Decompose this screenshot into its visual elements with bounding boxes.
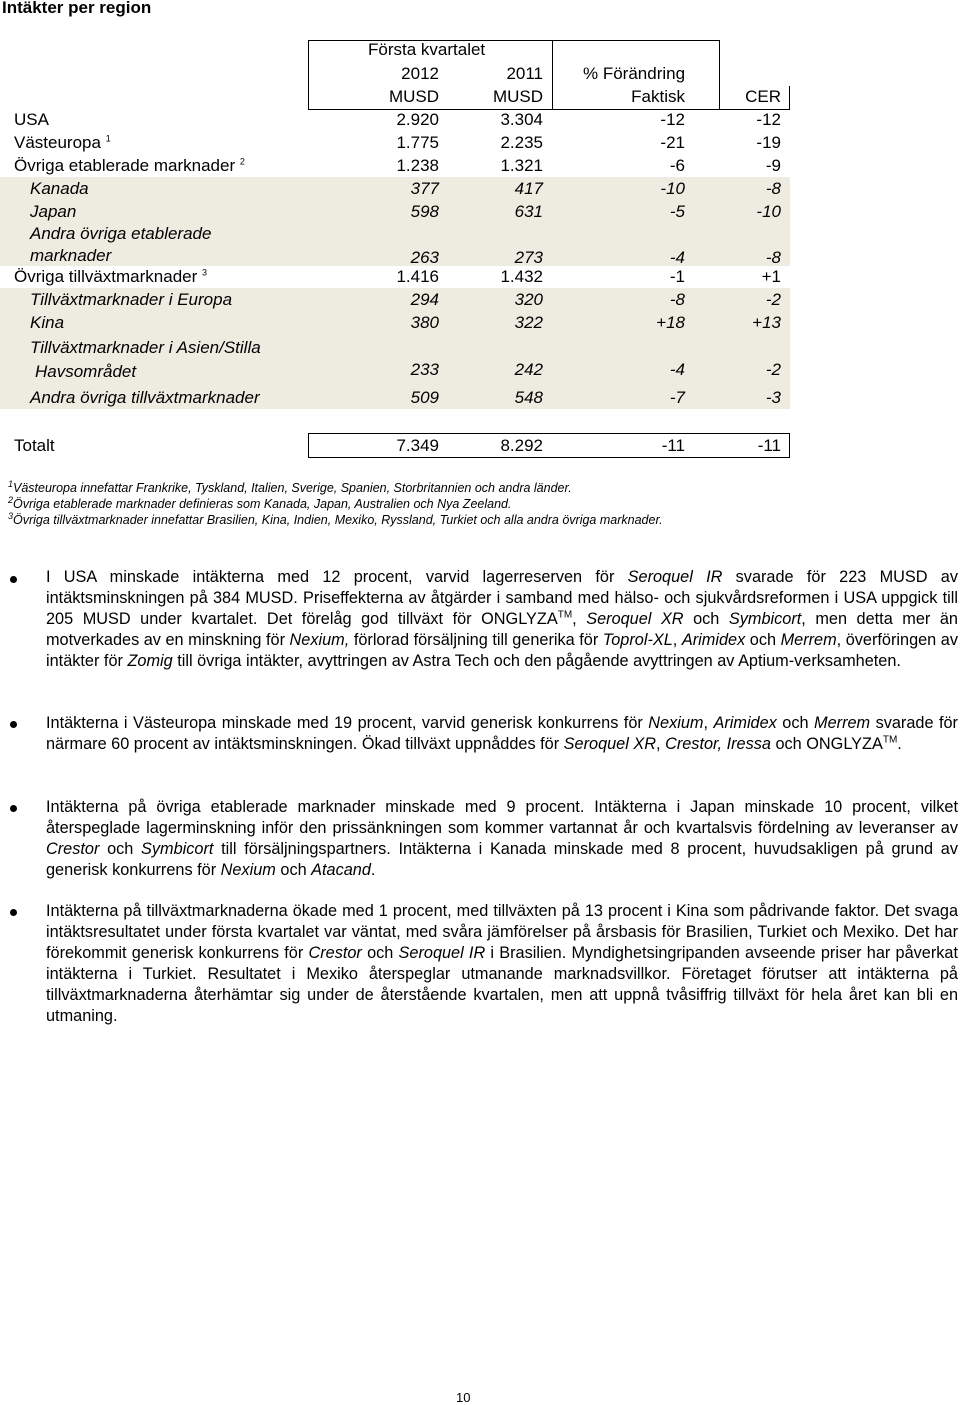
product-name: Symbicort: [141, 840, 214, 858]
table-border: [308, 433, 790, 434]
table-row-label: Övriga etablerade marknader $^2$: [14, 156, 245, 175]
table-cell: +18: [656, 313, 685, 332]
table-cell: 509: [410, 388, 439, 407]
paragraph-text: och: [361, 944, 399, 962]
table-row-label: Andra övriga tillväxtmarknader: [30, 388, 260, 407]
product-name: Seroquel IR: [398, 944, 486, 962]
table-cell: 377: [410, 179, 439, 198]
table-cell: -4: [669, 360, 685, 379]
table-cell: 1.416: [396, 267, 439, 286]
table-row-label: Japan: [30, 202, 77, 221]
header-period: Första kvartalet: [368, 40, 486, 59]
table-cell: 263: [410, 248, 439, 267]
bullet-paragraph: [46, 567, 958, 672]
table-cell: -6: [669, 156, 685, 175]
table-cell: 548: [514, 388, 543, 407]
table-row-label: Kanada: [30, 179, 89, 198]
product-name: Seroquel IR: [627, 568, 723, 586]
paragraph-text: och: [683, 610, 729, 628]
table-cell: 2.920: [396, 110, 439, 129]
table-cell: -3: [765, 388, 781, 407]
table-cell: 631: [514, 202, 543, 221]
paragraph-text: och: [776, 714, 815, 732]
table-cell: -5: [669, 202, 685, 221]
table-row-label: Andra övriga etablerade: [30, 224, 212, 243]
product-name: Atacand: [311, 861, 371, 879]
table-cell: -2: [765, 360, 781, 379]
paragraph-text: .: [897, 735, 902, 753]
table-border: [308, 40, 309, 110]
bullet-paragraph: [46, 713, 958, 755]
table-border: [789, 86, 790, 110]
product-name: Arimidex: [681, 631, 746, 649]
paragraph-text: Intäkterna på tillväxtmarknaderna ökade med 1 procent, med tillväxten på 13 procent i Kina som pådrivande faktor. Det svaga intäktsresultatet under första kvartalet var väntat, med svåra jämförelser på årsbasis för Brasilien, Turkiet och Mexiko. Det har förekommit generisk konkurrens för: [46, 902, 958, 962]
table-cell: 1.432: [500, 267, 543, 286]
table-cell: +1: [761, 267, 781, 286]
paragraph-text: och: [99, 840, 142, 858]
table-border: [552, 40, 553, 110]
paragraph-text: till övriga intäkter, avyttringen av Astra Tech och den pågående avyttringen av Aptium-verksamheten.: [172, 652, 901, 670]
page-title: Intäkter per region: [2, 0, 152, 17]
table-cell: 322: [514, 313, 543, 332]
product-name: Nexium: [648, 714, 704, 732]
header-unit-2012: MUSD: [388, 87, 439, 106]
table-total-cell: 8.292: [500, 436, 543, 455]
product-name: Seroquel XR: [563, 735, 656, 753]
table-row-label: Havsområdet: [35, 362, 137, 381]
table-border: [719, 40, 720, 110]
product-name: Nexium: [220, 861, 276, 879]
paragraph-text: ,: [572, 610, 587, 628]
table-cell: -12: [756, 110, 781, 129]
table-cell: -8: [669, 290, 685, 309]
page-number: 10: [456, 1390, 471, 1405]
table-border: [308, 457, 790, 458]
header-cer: CER: [745, 87, 781, 106]
table-border: [308, 109, 790, 110]
table-cell: 320: [514, 290, 543, 309]
table-total-cell: -11: [661, 436, 685, 455]
bullet-icon: [10, 909, 17, 916]
table-cell: 417: [514, 179, 543, 198]
trademark-sup: TM: [882, 734, 898, 746]
table-cell: 273: [514, 248, 543, 267]
table-total-label: Totalt: [14, 436, 55, 455]
table-row-label: Tillväxtmarknader i Asien/Stilla: [30, 338, 261, 357]
table-border: [308, 433, 309, 458]
paragraph-text: och: [745, 631, 781, 649]
table-cell: -9: [765, 156, 781, 175]
paragraph-text: I USA minskade intäkterna med 12 procent, varvid lagerreserven för: [46, 568, 628, 586]
paragraph-text: ,: [672, 631, 682, 649]
table-cell: -8: [765, 179, 781, 198]
paragraph-text: Intäkterna i Västeuropa minskade med 19 procent, varvid generisk konkurrens för: [46, 714, 649, 732]
paragraph-text: förlorad försäljning till generika för: [349, 631, 603, 649]
table-cell: -12: [660, 110, 685, 129]
header-unit-2011: MUSD: [492, 87, 543, 106]
table-cell: 380: [410, 313, 439, 332]
paragraph-text: , överföringen av intäkter för: [46, 631, 958, 670]
table-cell: -7: [669, 388, 685, 407]
table-row-label: Övriga tillväxtmarknader $^3$: [14, 267, 208, 286]
paragraph-text: i Brasilien. Myndighetsingripanden avseende priser har påverkat intäkterna i Turkiet. Resultatet i Mexiko återspeglar utmanande marknadsvillkor. Företaget förutser att intäkterna på tillväxtmarknaderna återhämtar sig under de återstående kvartalen, men att uppnå tvåsiffrig tillväxt för hela året kan bli en utmaning.: [46, 944, 958, 1025]
paragraph-text: .: [370, 861, 376, 879]
table-cell: +13: [752, 313, 781, 332]
table-cell: -10: [756, 202, 781, 221]
table-cell: 598: [410, 202, 439, 221]
product-name: Zomig: [127, 652, 173, 670]
table-cell: -8: [765, 248, 781, 267]
product-name: Crestor: [308, 944, 362, 962]
table-row-label: marknader: [30, 246, 112, 265]
product-name: Arimidex: [713, 714, 777, 732]
table-cell: -21: [660, 133, 685, 152]
table-cell: 242: [514, 360, 543, 379]
footnote: $^3$Övriga tillväxtmarknader innefattar Brasilien, Kina, Indien, Mexiko, Ryssland, Turkiet och alla andra övriga marknader.: [8, 510, 663, 527]
bullet-paragraph: [46, 901, 958, 1027]
paragraph-text: , men detta mer än motverkades av en minskning för: [46, 610, 958, 649]
table-cell: 294: [410, 290, 439, 309]
product-name: Toprol-XL: [602, 631, 673, 649]
product-name: Symbicort: [728, 610, 802, 628]
table-total-cell: -11: [757, 436, 781, 455]
table-cell: 1.238: [396, 156, 439, 175]
product-name: Crestor, Iressa: [665, 735, 771, 753]
table-row-label: Kina: [30, 313, 65, 332]
paragraph-text: ,: [656, 735, 666, 753]
product-name: Merrem: [780, 631, 837, 649]
table-cell: -1: [669, 267, 685, 286]
table-cell: -10: [660, 179, 685, 198]
table-row-label: USA: [14, 110, 49, 129]
header-year-2012: 2012: [401, 64, 439, 83]
paragraph-text: ,: [703, 714, 714, 732]
table-cell: -4: [669, 248, 685, 267]
product-name: Merrem: [814, 714, 871, 732]
bullet-icon: [10, 721, 17, 728]
table-border: [789, 433, 790, 458]
table-cell: 1.775: [396, 133, 439, 152]
table-row-label: Västeuropa $^1$: [14, 133, 111, 152]
header-actual: Faktisk: [631, 87, 685, 106]
footnote: $^1$Västeuropa innefattar Frankrike, Tyskland, Italien, Sverige, Spanien, Storbritannien och andra länder.: [8, 478, 572, 495]
table-cell: -19: [756, 133, 781, 152]
table-cell: 1.321: [500, 156, 543, 175]
table-row-label: Tillväxtmarknader i Europa: [30, 290, 233, 309]
product-name: Crestor: [46, 840, 100, 858]
product-name: Seroquel XR: [586, 610, 684, 628]
table-cell: 2.235: [500, 133, 543, 152]
paragraph-text: svarade för 223 MUSD av intäktsminskningen på 384 MUSD. Priseffekterna av åtgärder i samband med hälso- och sjukvårdsreformen i USA uppgick till 205 MUSD under kvartalet. Det förelåg god tillväxt för ONGLYZA: [46, 568, 958, 628]
paragraph-text: till försäljningspartners. Intäkterna i Kanada minskade med 8 procent, huvudsakligen på grund av generisk konkurrens för: [46, 840, 958, 879]
table-cell: 233: [410, 360, 439, 379]
paragraph-text: och: [275, 861, 312, 879]
table-total-cell: 7.349: [396, 436, 439, 455]
paragraph-text: Intäkterna på övriga etablerade marknader minskade med 9 procent. Intäkterna i Japan minskade 10 procent, vilket återspeglade lagerminskning inför den prissänkningen som kommer vartannat år och kvartalsvis fördelning av leveranser av: [46, 798, 958, 837]
footnote: $^2$Övriga etablerade marknader definieras som Kanada, Japan, Australien och Nya Zeeland.: [8, 494, 512, 511]
bullet-icon: [10, 805, 17, 812]
table-cell: 3.304: [500, 110, 543, 129]
paragraph-text: och ONGLYZA: [770, 735, 883, 753]
trademark-sup: TM: [557, 609, 573, 621]
header-change: % Förändring: [583, 64, 686, 83]
bullet-icon: [10, 576, 17, 583]
bullet-paragraph: [46, 797, 958, 881]
product-name: Nexium,: [289, 631, 350, 649]
table-cell: -2: [765, 290, 781, 309]
header-year-2011: 2011: [506, 64, 543, 83]
paragraph-text: svarade för närmare 60 procent av intäktsminskningen. Ökad tillväxt uppnåddes för: [46, 714, 958, 753]
